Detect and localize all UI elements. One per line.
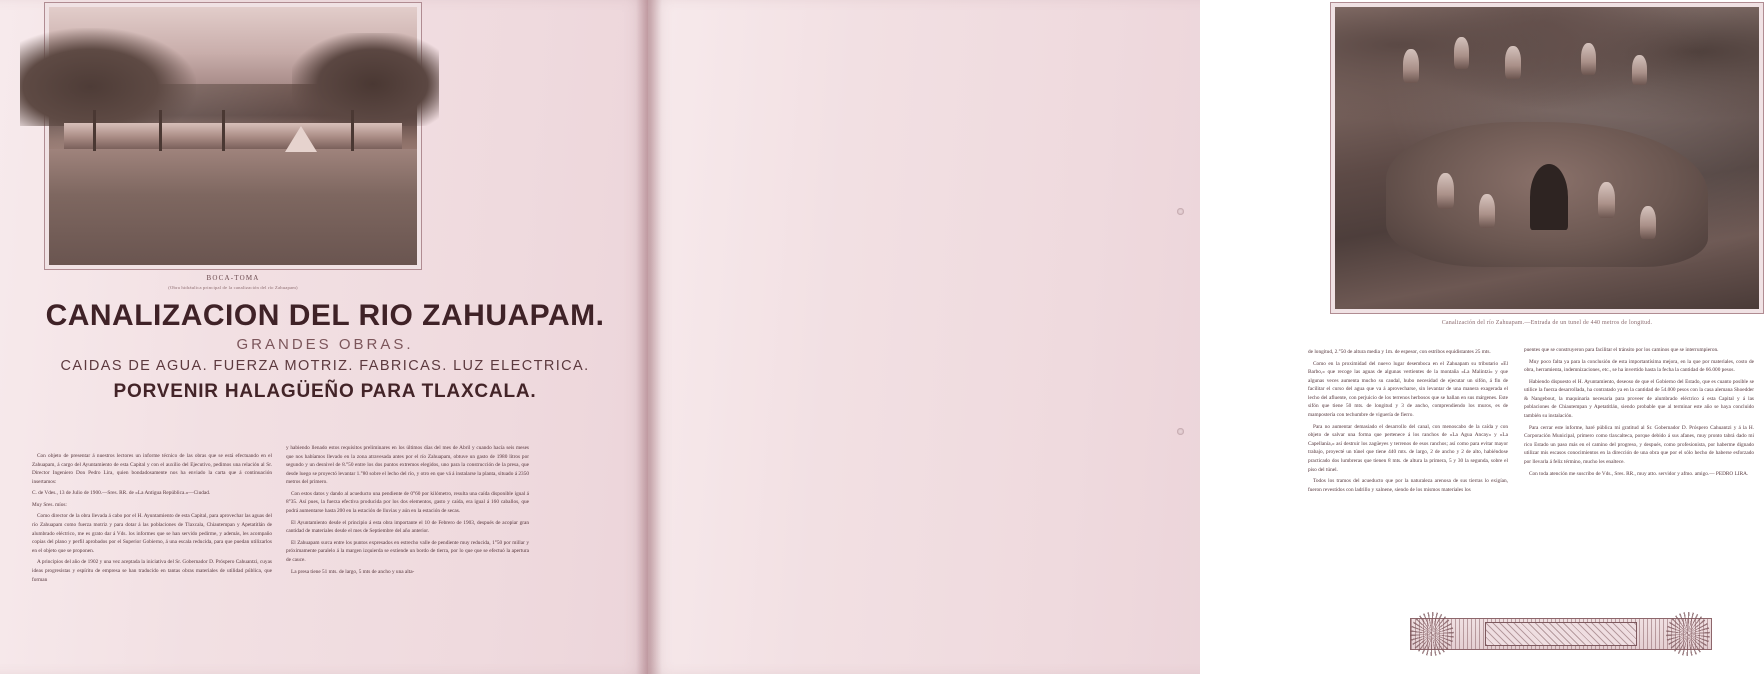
right-page-column-2 <box>1524 346 1754 608</box>
paragraph: Todos los tramos del acueducto que por la naturaleza arenosa de sus tierras lo exigían, fueron revestidos con ladrillo y xalnene, siendo de los mismos materiales los <box>1308 478 1508 493</box>
photo-figure-6 <box>1437 173 1454 209</box>
boca-toma-subcaption: (Obra hidráulica principal de la canalización del río Zahuapam) <box>168 285 298 290</box>
photo-trees-left <box>20 28 197 126</box>
photo-figure-1 <box>1403 49 1419 83</box>
photo-trees-right <box>292 33 439 126</box>
right-page-column-1 <box>1308 348 1508 608</box>
headline-subtitle-3: PORVENIR HALAGÜEÑO PARA TLAXCALA. <box>113 380 537 402</box>
boca-toma-caption: BOCA-TOMA <box>206 274 260 282</box>
paragraph: Como en la proximidad del nuevo lugar desemboca en el Zahuapam su tributario «El Barbo,» que recoge las aguas de algunas vertientes de la montaña «La Malintzi» y que algunas veces aumenta mucho su caudal, hubo necesidad de ejecutar un sifón, á fin de facilitar el curso del agua que va á aprovecharse, sin levantar de una manera exagerada el lecho del afluente, con perjuicio de los terrenos herbosos que se hallan en sus márgenes. Este sifón que tiene 50 mts. de longitud y 3 de ancho, comprendiendo los muros, es de mampostería con techumbre de viguería de fierro. <box>1308 360 1508 419</box>
photo-post-3 <box>222 110 225 151</box>
left-page-column-2 <box>286 444 529 674</box>
paragraph: Para no aumentar demasiado el desarrollo del canal, con menoscabo de la caída y con objeto de salvar una forma que pertenece á los ranchos de «La Agua Ancay» y «La Capellanía,» así destruir los zagüeyes y terrenos de esos ranchos; así como para evitar mayor trabajo, proyecté un túnel que tiene 440 mts. de largo, 2 de ancho y 2 de alto, habiéndose practicado dos lumbreras que tienen 8 mts. de altura la primera, 5 y 30 la segunda, sobre el piso del túnel. <box>1308 423 1508 473</box>
photo-figure-9 <box>1640 206 1656 239</box>
ornament-fan-right-icon <box>1666 612 1710 656</box>
photo-figure-5 <box>1632 55 1647 85</box>
photo-tunnel-opening <box>1530 164 1568 230</box>
headline-subtitle-2: CAIDAS DE AGUA. FUERZA MOTRIZ. FABRICAS. LUZ ELECTRICA. <box>60 357 590 374</box>
photo-post-2 <box>159 110 162 151</box>
paragraph: Con objeto de presentar á nuestros lectores un informe técnico de las obras que se está efectuando en el Zahuapam, á cargo del Ayuntamiento de esta Capital y con el auxilio del Ejecutivo, pedimos una relación al Sr. Director Ingeniero Don Pedro Lira, quien bondadosamente nos ha enviado la carta que á continuación insertamos: <box>32 453 272 485</box>
headline-subtitle-1: GRANDES OBRAS. <box>236 335 414 353</box>
paragraph: C. de Vdes., 13 de Julio de 1900.—Sres. RR. de «La Antigua República.»—Ciudad. <box>32 490 211 497</box>
ornament-center-panel <box>1485 622 1637 646</box>
paragraph: El Ayuntamiento desde el principio á esta obra importante el 10 de Febrero de 1903, después de acopiar gran cantidad de materiales desde el mes de Septiembre del año anterior. <box>286 519 529 535</box>
photo-water-region <box>49 149 417 265</box>
paragraph: A principios del año de 1902 y una vez aceptada la iniciativa del Sr. Gobernador D. Próspero Cahuantzi, cuyas ideas progresistas y espíritu de empresa se han traducido en tantas obras materiales de utilidad pública, que forman <box>32 559 272 583</box>
right-page <box>648 0 1754 674</box>
binder-hole-2 <box>1177 428 1184 435</box>
paragraph: de longitud, 2.°50 de altura media y 1m. de espesor, con estribos equidistantes 25 mts. <box>1308 349 1491 355</box>
photo-tent-shape <box>285 126 317 152</box>
tunnel-entrance-photograph <box>1330 2 1764 314</box>
ornament-fan-left-icon <box>1410 612 1454 656</box>
article-headline-block <box>30 300 620 403</box>
decorative-rule-band <box>1410 610 1710 658</box>
binder-hole-1 <box>1177 208 1184 215</box>
tunnel-photo-caption: Canalización del río Zahuapam.—Entrada de un tunel de 440 metros de longitud. <box>1441 320 1653 326</box>
paragraph: Habiendo dispuesto el H. Ayuntamiento, deseoso de que el Gobierno del Estado, que es cuanto posible se utilice la fuerza desarrollada, ha contratado ya en la cantidad de 54.000 pesos con la casa alemana Shoedder & Nangebout, la maquinaria necesaria para proveer de alumbrado eléctrico á esta Capital y á las poblaciones de Chiautempan y Apetatitlán, siendo probable que al terminar este año se haya concluido también su instalación. <box>1524 378 1754 420</box>
boca-toma-photograph <box>44 2 422 270</box>
photo-figure-4 <box>1581 43 1596 75</box>
photo-figure-2 <box>1454 37 1469 69</box>
photo-foliage-region <box>1335 7 1759 134</box>
photo-post-1 <box>93 110 96 151</box>
left-page <box>0 0 648 674</box>
paragraph: La presa tiene 51 mts. de largo, 5 mts de ancho y una alta- <box>291 568 415 575</box>
signature-line: Con toda atención me suscribo de Vds., Sres. RR., muy atto. servidor y afmo. amigo.— PEDRO LIRA. <box>1529 470 1749 477</box>
photo-figure-7 <box>1479 194 1495 228</box>
paragraph: Muy poco falta ya para la conclusión de esta importantísima mejora, en la que por materiales, costo de obra, herramienta, indemnizaciones, etc., se ha invertido hasta la fecha la cantidad de 66.000 pesos. <box>1524 358 1754 374</box>
photo-figure-8 <box>1598 182 1615 218</box>
paragraph: Con estos datos y dando al acueducto una pendiente de 0°60 por kilómetro, resulta una caída disponible igual á 8°35. Así pues, la fuerza efectiva producida por los dos elementos, gasto y caída, era igual á 160 caballos, que podrá aumentarse hasta 200 en la estación de lluvias y aún en la estación de secas. <box>286 490 529 515</box>
paragraph: puentes que se construyeron para facilitar el tránsito por los caminos que se interrumpieron. <box>1524 347 1719 353</box>
paragraph: y habiendo llenado estos requisitos preliminares en los últimos días del mes de Abril y cuando hacía seis meses que nos habíamos llevado en la zona atravesada antes por el río Zahuapam, obtuve un gasto de 1980 litros por segundo y un desnivel de 8.°50 entre los dos puntos extremos elegidos, uno para la construcción de la presa, que desde luego se proyectó levantar 1.°80 sobre el lecho del río, y otro en que vá á instalarse la planta, situado á 2350 metros del primero. <box>286 445 529 486</box>
page-title: CANALIZACION DEL RIO ZAHUAPAM. <box>45 299 605 332</box>
paragraph: Como director de la obra llevada á cabo por el H. Ayuntamiento de esta Capital, para aprovechar las aguas del río Zahuapam como fuerza motriz y para dotar á las poblaciones de Tlaxcala, Chiautempan y Apetatitlán de alumbrado eléctrico, me es grato dar á Vds. los informes que se han servido pedirme, y además, les acompaño copias del plano y perfil aprobados por el Superior Gobierno, á una escala reducida, para que puedan utilizarlos en el objeto que se proponen. <box>32 513 272 554</box>
paragraph: Para cerrar este informe, haré pública mi gratitud al Sr. Gobernador D. Próspero Cahuantzi y á la H. Corporación Municipal, primero como tlaxcalteca, porque debido á sus afanes, muy pronto tabrá dado mi rico Estado un paso más en el camino del progreso, y después, como profesionista, por haberme dignado utilizar mis escasos conocimientos en la dirección de una obra que por el sólo hecho de haberse esforzado por llevarla á feliz término, mucho les enaltece. <box>1524 424 1754 465</box>
photo-post-4 <box>351 110 354 151</box>
paragraph: Muy Sres. míos: <box>32 501 67 508</box>
paragraph: El Zahuapam surca entre los puntos expresados en estrecho valle de pendiente muy reducida, 1°50 por millar y próximamente paralelo á la margen izquierda se extiende un bordo de tierra, por lo que que se efectuó la apertura de cauce. <box>286 539 529 563</box>
left-page-column-1 <box>32 452 272 674</box>
photo-figure-3 <box>1505 46 1521 79</box>
